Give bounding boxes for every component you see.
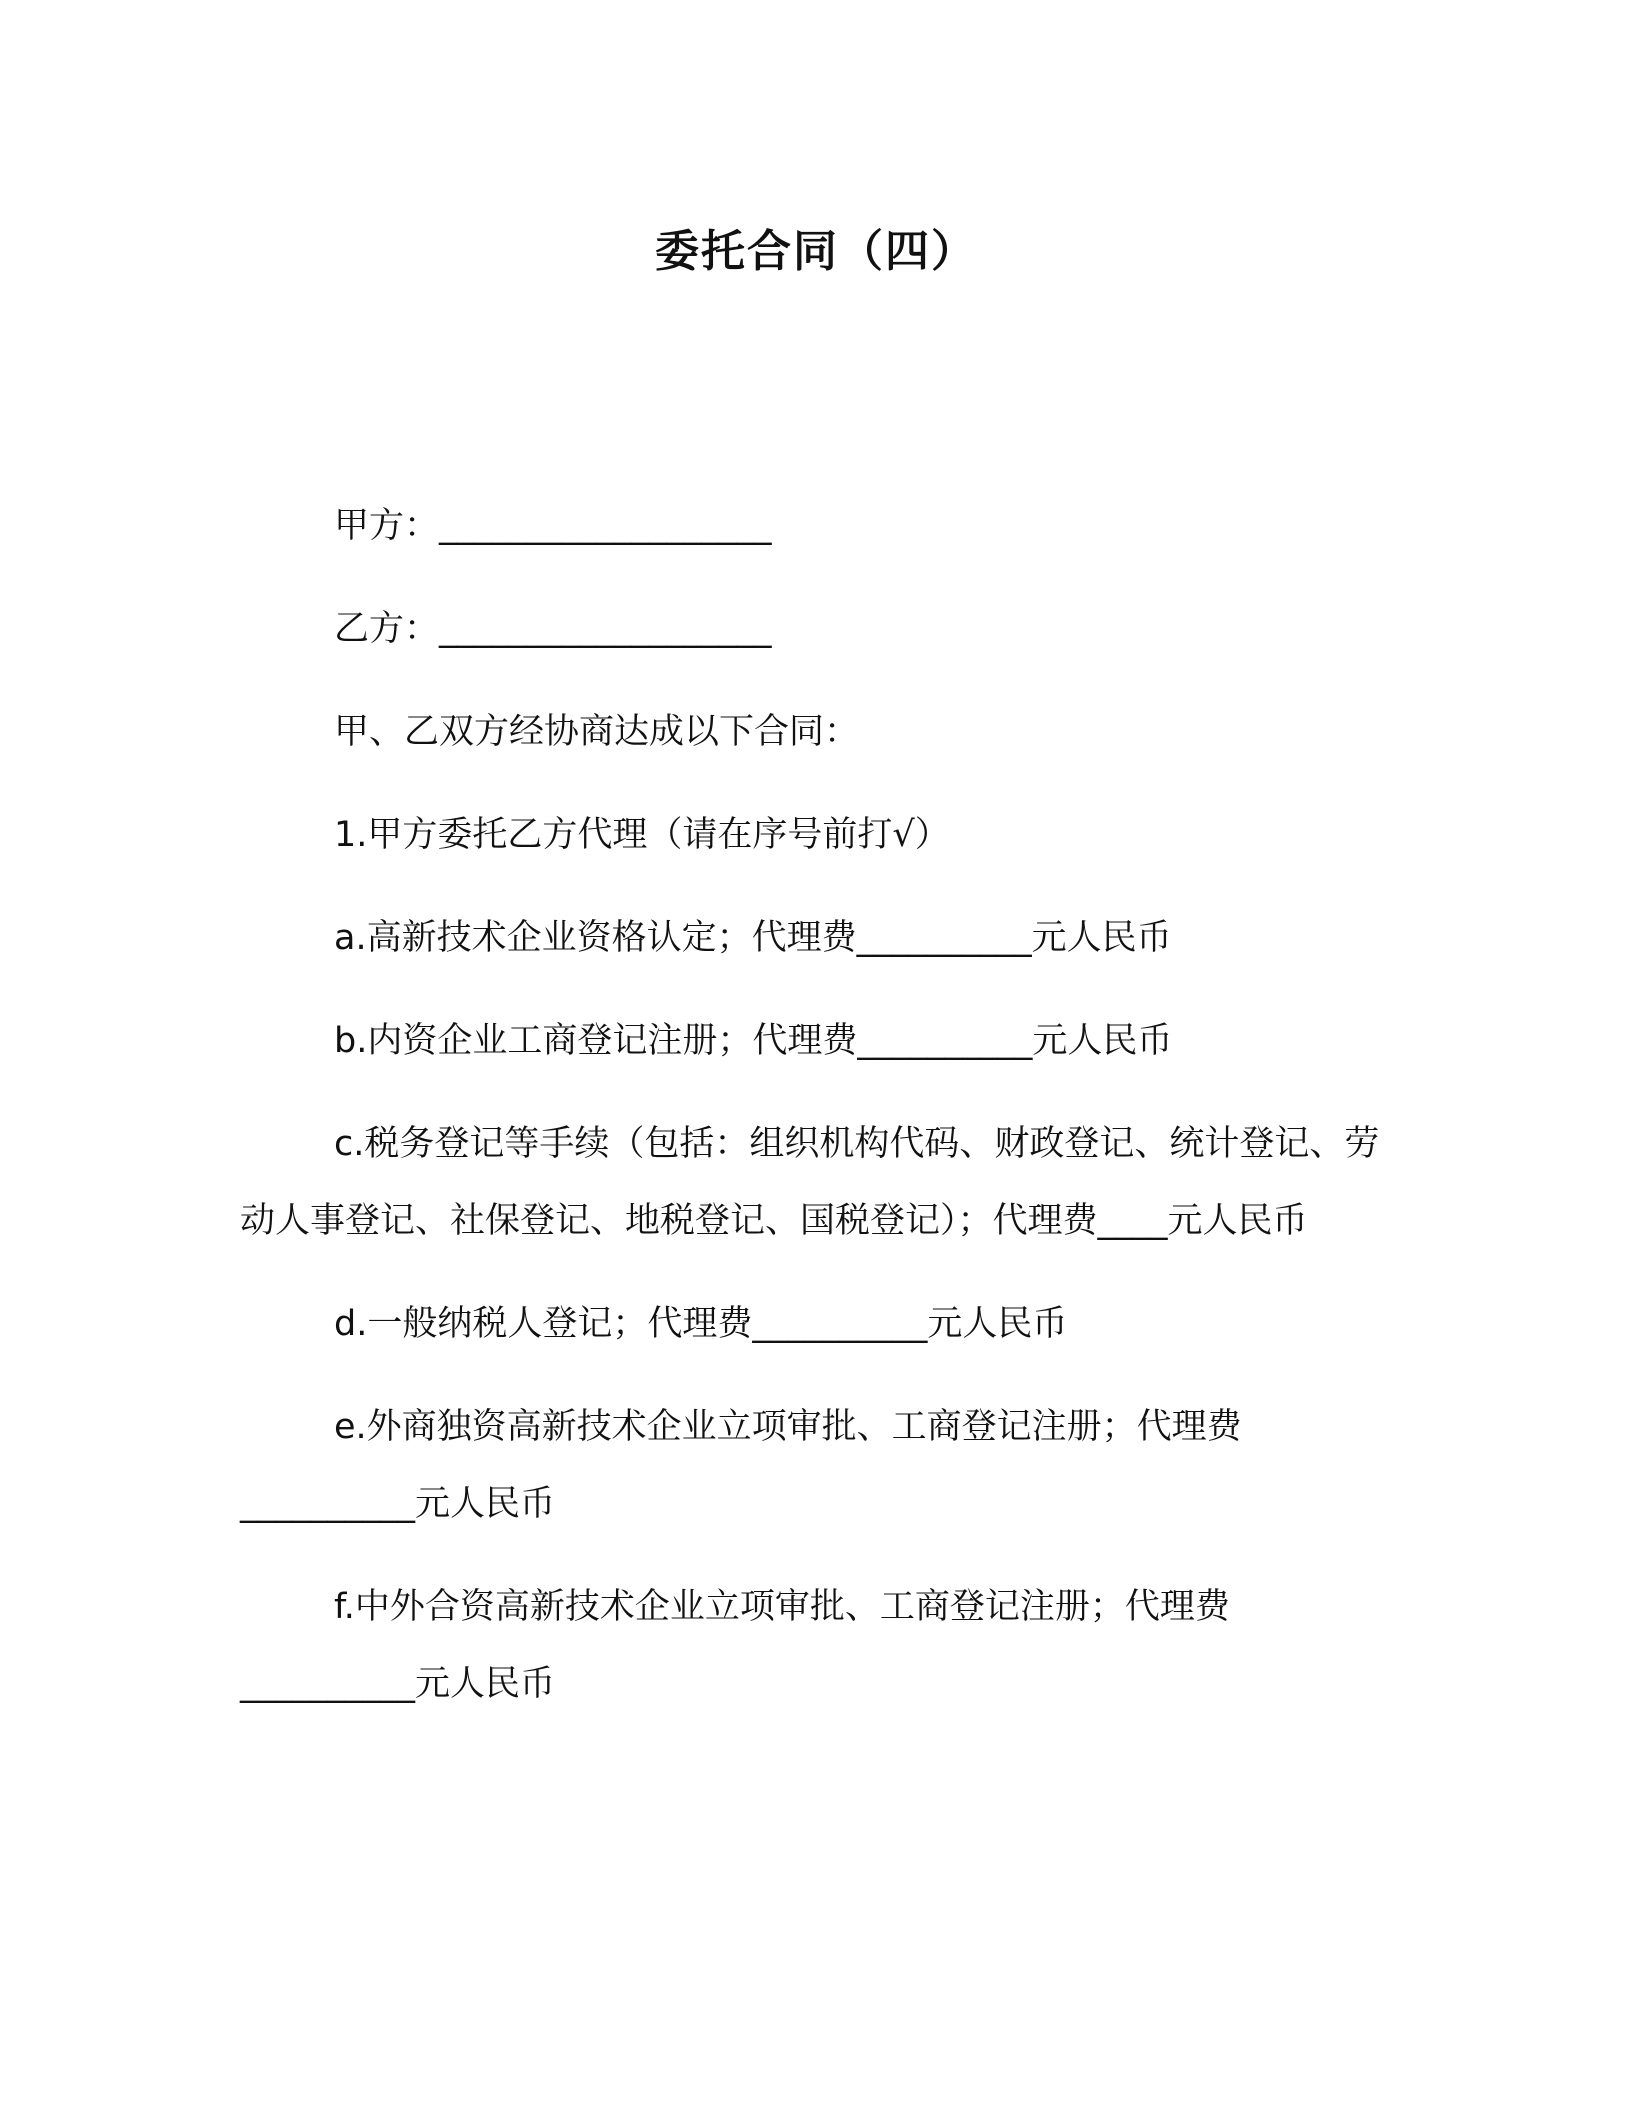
party-b-line: 乙方：___________________	[334, 609, 772, 649]
agreement-intro: 甲、乙双方经协商达成以下合同：	[334, 712, 860, 752]
item-c: c.税务登记等手续（包括：组织机构代码、财政登记、统计登记、劳动人事登记、社保登记、地税登记、国税登记）；代理费____元人民币	[240, 1124, 1380, 1241]
document-body	[240, 488, 1392, 1749]
item-a: a.高新技术企业资格认定；代理费__________元人民币	[334, 918, 1172, 958]
item-f: f.中外合资高新技术企业立项审批、工商登记注册；代理费__________元人民币	[240, 1587, 1230, 1704]
item-d: d.一般纳税人登记；代理费__________元人民币	[334, 1304, 1068, 1344]
item-b: b.内资企业工商登记注册；代理费__________元人民币	[334, 1021, 1173, 1061]
party-a-line: 甲方：___________________	[334, 506, 772, 546]
item-e: e.外商独资高新技术企业立项审批、工商登记注册；代理费__________元人民币	[240, 1407, 1242, 1524]
document-title: 委托合同（四）	[655, 226, 977, 277]
clause-1: 1.甲方委托乙方代理（请在序号前打√）	[334, 815, 950, 855]
